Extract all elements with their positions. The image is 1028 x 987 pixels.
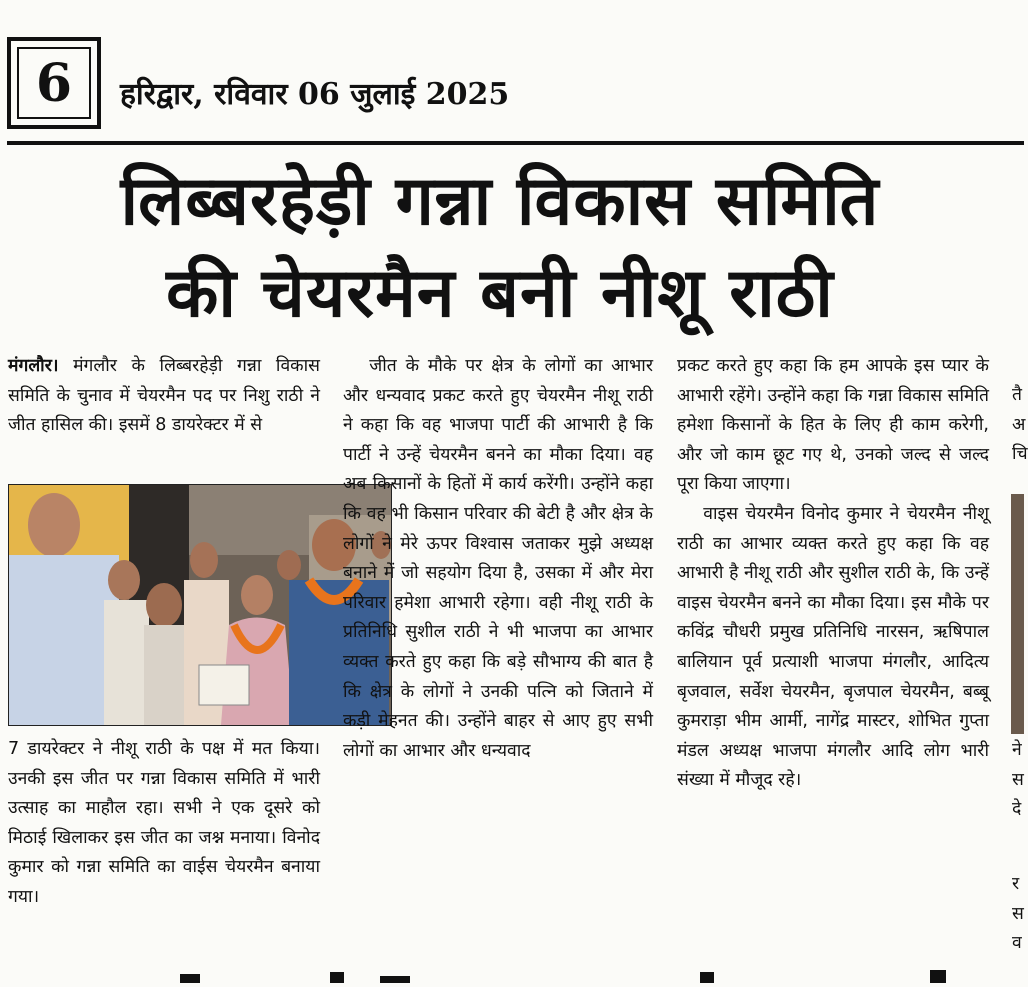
page-number: 6 bbox=[17, 47, 91, 119]
fragment: चि bbox=[1012, 444, 1028, 465]
fragment: तै bbox=[1012, 385, 1022, 405]
fragment: ने bbox=[1012, 740, 1022, 760]
next-article-fragments-bottom bbox=[1012, 870, 1026, 959]
page-number-box bbox=[7, 37, 101, 129]
cutoff-headline-marks bbox=[0, 968, 1024, 983]
article-column-3 bbox=[677, 352, 989, 796]
photo-illustration bbox=[9, 485, 391, 725]
fragment: व bbox=[1012, 933, 1022, 954]
article-photo bbox=[8, 484, 392, 726]
place-dateline: मंगलौर। bbox=[8, 356, 59, 376]
next-headline-strip bbox=[0, 968, 1024, 983]
next-article-fragments-mid bbox=[1012, 736, 1026, 825]
headline-line-1: लिब्बरहेड़ी गन्ना विकास समिति bbox=[120, 162, 880, 241]
article-column-1-bottom: 7 डायरेक्टर ने नीशू राठी के पक्ष में मत किया। उनकी इस जीत पर गन्ना विकास समिति में भारी उत्साह का माहौल रहा। सभी ने एक दूसरे को मिठाई खिलाकर इस जीत का जश्न मनाया। विनोद कुमार को गन्ना समिति का वाईस चेयरमैन बनाया गया। bbox=[8, 739, 320, 907]
column-2-text: जीत के मौके पर क्षेत्र के लोगों का आभार और धन्यवाद प्रकट करते हुए चेयरमैन नीशू राठी ने कहा कि वह भाजपा पार्टी की आभारी है कि पार्टी ने उन्हें चेयरमैन बनने का मौका दिया। वह अब किसानों के हितों में कार्य करेंगी। उन्होंने कहा कि वह भी किसान परिवार की बेटी है और क्षेत्र के लोगों ने मेरे ऊपर विश्वास जताकर मुझे अध्यक्ष बनाने में जो सहयोग दिया है, उसका में और मेरा परिवार हमेशा आभारी रहेगा। वही नीशू राठी के प्रतिनिधि सुशील राठी ने भी भाजपा का आभार व्यक्त करते हुए कहा कि बड़े सौभाग्य की बात है कि क्षेत्र के लोगों ने उनकी पत्नि को जिताने में कड़ी मेहनत की। उन्होंने बाहर से आए हुए सभी लोगों का आभार और धन्यवाद bbox=[343, 356, 653, 761]
fragment: स bbox=[1012, 769, 1024, 790]
fragment: स bbox=[1012, 903, 1024, 924]
fragment: र bbox=[1012, 874, 1020, 894]
next-article-photo-edge bbox=[1011, 494, 1024, 734]
next-article-fragments-top bbox=[1012, 381, 1026, 470]
column-3-paragraph-1: प्रकट करते हुए कहा कि हम आपके इस प्यार के आभारी रहेंगे। उन्होंने कहा कि गन्ना विकास समिति हमेशा किसानों के हित के लिए ही काम करेगी, और जो काम छूट गए थे, उनको जल्द से जल्द पूरा किया जाएगा। bbox=[677, 356, 989, 495]
article-column-1-top bbox=[8, 352, 320, 441]
masthead-rule bbox=[7, 141, 1024, 145]
column-1-top-text: मंगलौर के लिब्बरहेड़ी गन्ना विकास समिति के चुनाव में चेयरमैन पद पर निशु राठी ने जीत हासिल की। इसमें 8 डायरेक्टर में से bbox=[8, 356, 320, 436]
headline-line-2: की चेयरमैन बनी नीशू राठी bbox=[166, 254, 834, 333]
dateline: हरिद्वार, रविवार 06 जुलाई 2025 bbox=[120, 77, 510, 112]
fragment: दे bbox=[1012, 799, 1022, 820]
fragment: अ bbox=[1012, 414, 1026, 435]
column-3-paragraph-2: वाइस चेयरमैन विनोद कुमार ने चेयरमैन नीशू राठी का आभार व्यक्त करते हुए कहा कि वह आभारी है नीशू राठी और सुशील राठी के, कि उन्हें वाइस चेयरमैन बनने का मौका दिया। इस मौके पर कविंद्र चौधरी प्रमुख प्रतिनिधि नारसन, ऋषिपाल बालियान पूर्व प्रत्याशी भाजपा मंगलौर, आदित्य बृजवाल, सर्वेश चेयरमैन, बृजपाल चेयरमैन, बब्बू कुमराड़ा भीम आर्मी, नागेंद्र मास्टर, शोभित गुप्ता मंडल अध्यक्ष भाजपा मंगलौर आदि लोग भारी संख्या में मौजूद रहे। bbox=[677, 503, 989, 791]
article-column-2 bbox=[343, 352, 653, 766]
